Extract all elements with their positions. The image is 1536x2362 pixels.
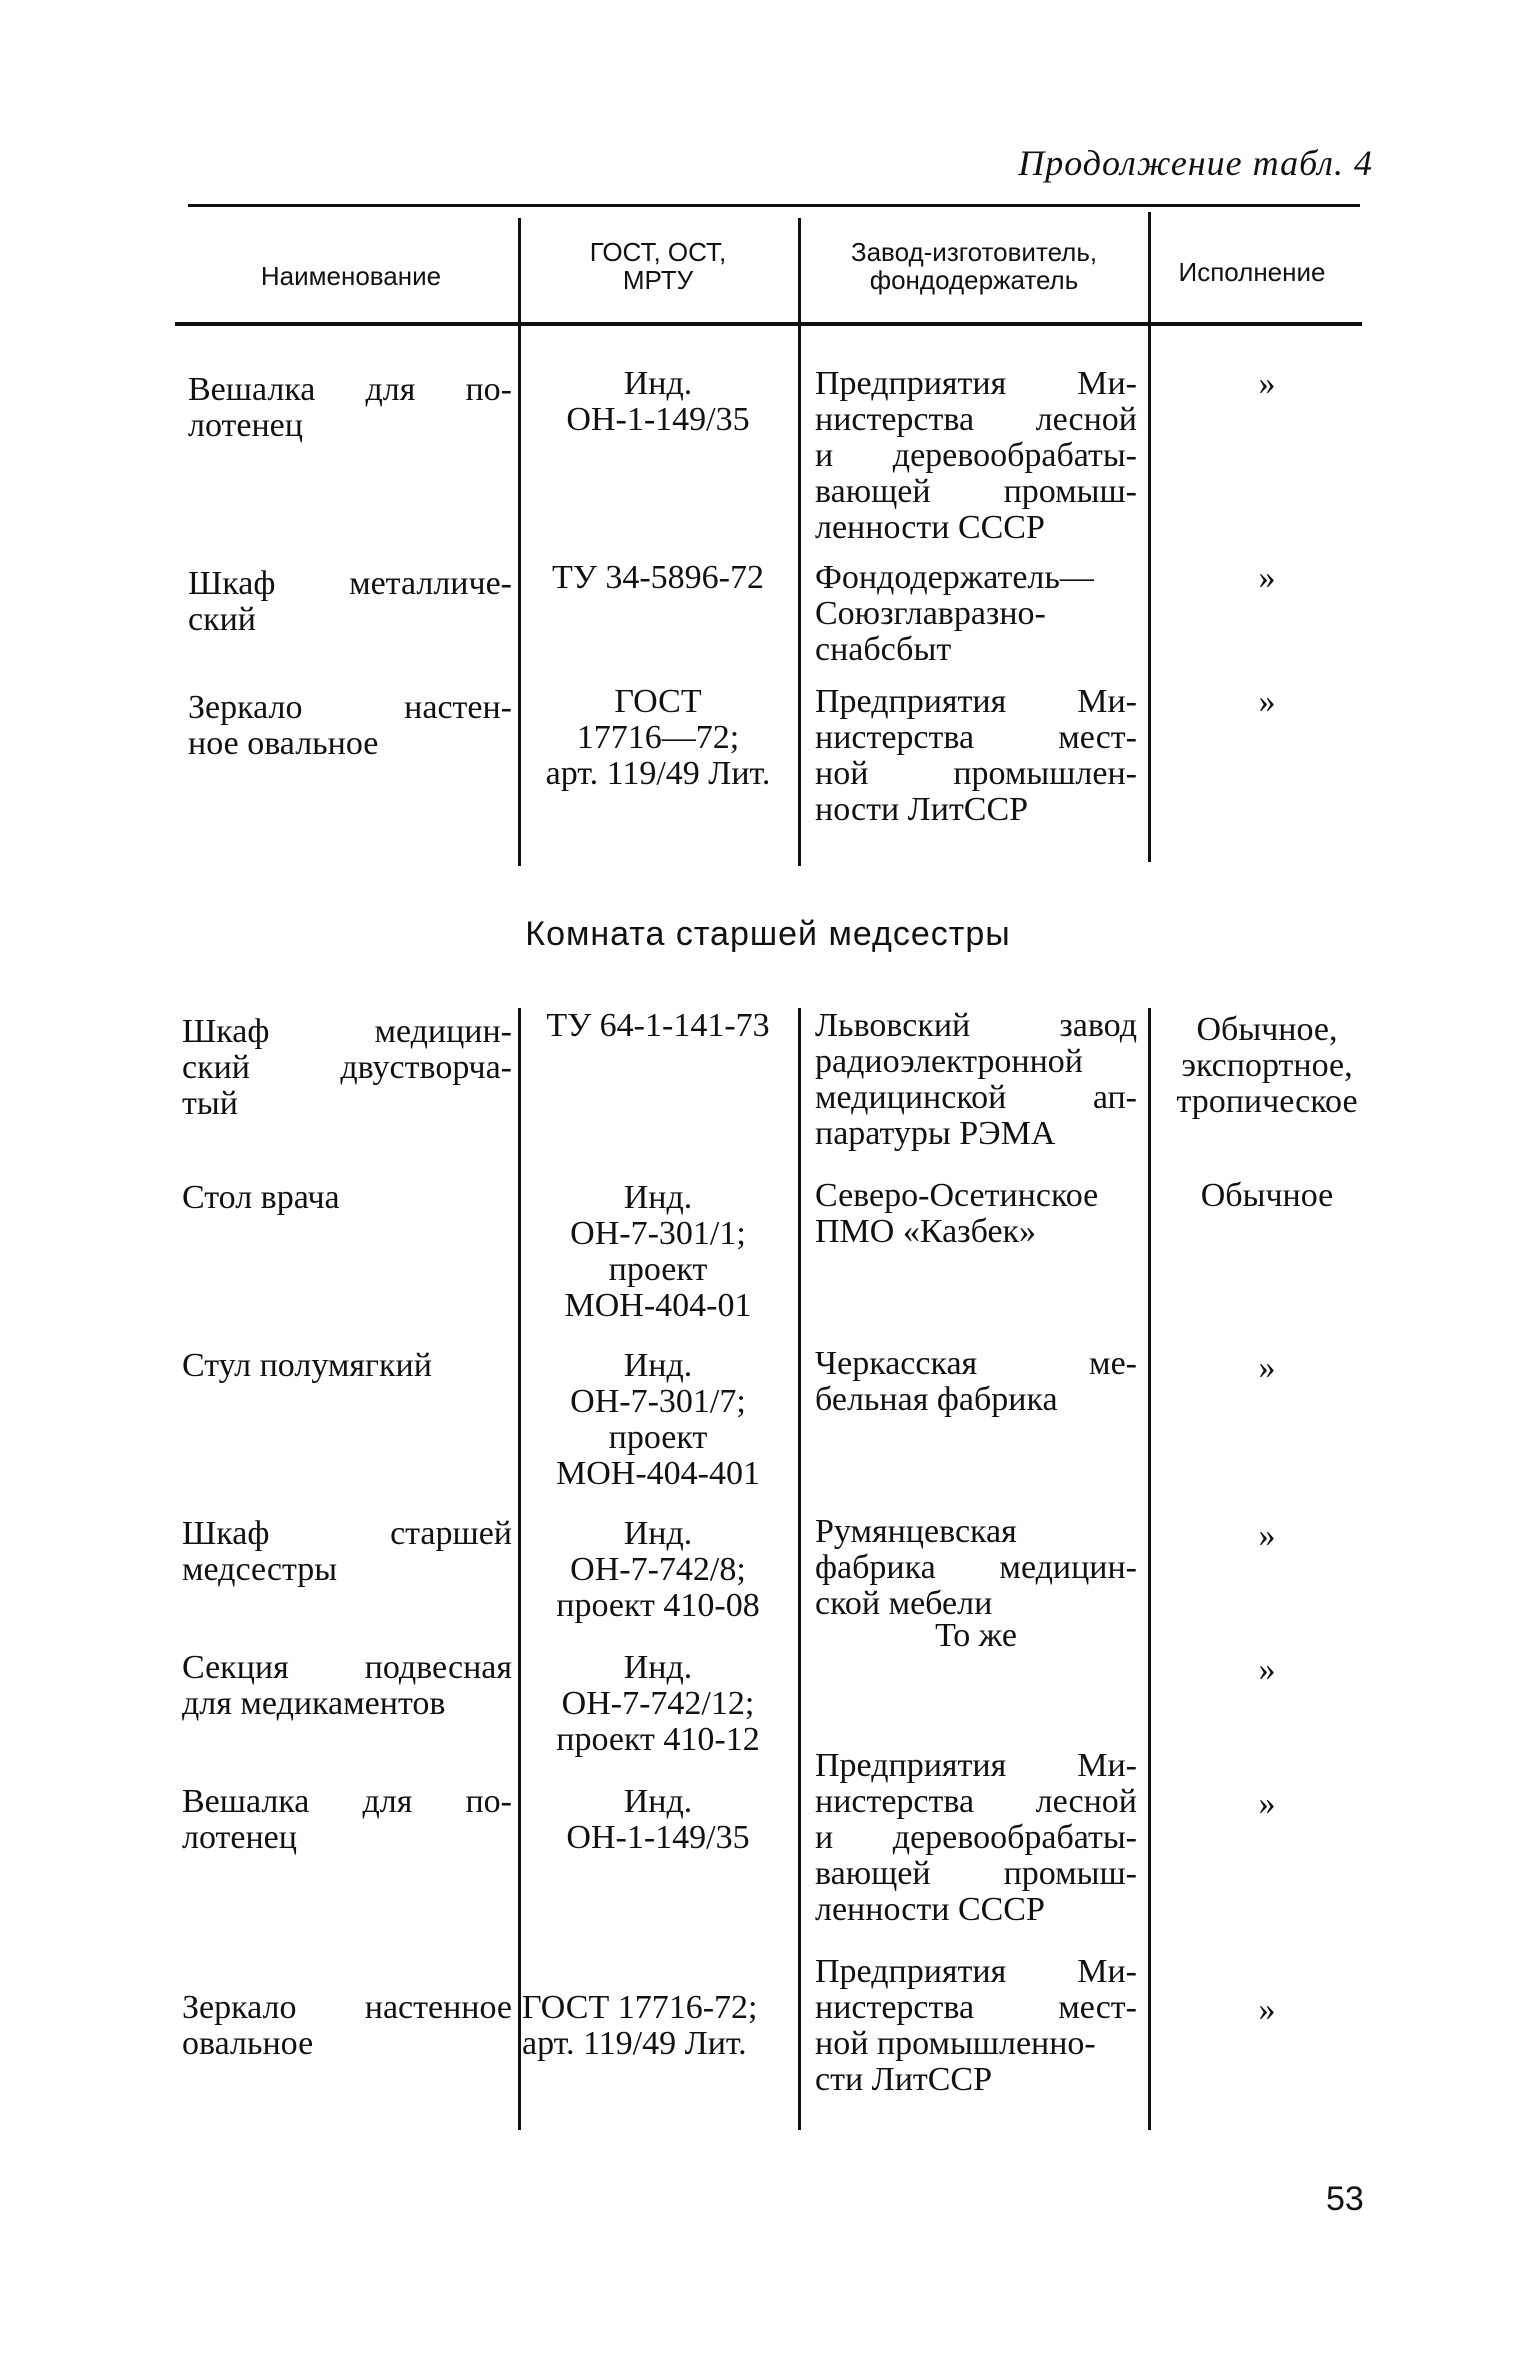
table-row-top-2-maker: Фондодержатель— Союзглавразно- снабсбыт bbox=[815, 559, 1094, 668]
table-row-bottom-7-exec: » bbox=[1258, 1991, 1276, 2028]
header-name: Наименование bbox=[260, 261, 442, 291]
table-row-bottom-4-gost: Инд. ОН-7-742/8; проект 410-08 bbox=[556, 1515, 760, 1624]
table-row-bottom-5-maker: То же bbox=[935, 1617, 1017, 1654]
table-row-bottom-6-maker: Предприятия Ми- нистерства лесной и деревообрабаты- вающей промыш- ленности СССР bbox=[815, 1747, 1137, 1928]
table-row-top-1-exec: » bbox=[1258, 365, 1276, 402]
col-rule-2-top bbox=[798, 218, 801, 866]
page-number: 53 bbox=[1326, 2180, 1364, 2218]
table-row-bottom-3-name: Стул полумягкий bbox=[182, 1347, 432, 1384]
table-row-bottom-7-maker: Предприятия Ми- нистерства мест- ной промышленно- сти ЛитССР bbox=[815, 1953, 1137, 2098]
table-row-bottom-5-gost: Инд. ОН-7-742/12; проект 410-12 bbox=[556, 1649, 760, 1758]
table-row-bottom-6-name: Вешалка для по- лотенец bbox=[182, 1783, 512, 1856]
header-bottom-rule bbox=[175, 322, 1362, 326]
table-row-bottom-4-maker: Румянцевская фабрика медицин- ской мебели bbox=[815, 1513, 1137, 1622]
table-row-top-2-name: Шкаф металличе- ский bbox=[188, 565, 512, 638]
table-row-top-3-gost: ГОСТ 17716—72; арт. 119/49 Лит. bbox=[545, 683, 771, 792]
table-row-bottom-1-name: Шкаф медицин- ский двустворча- тый bbox=[182, 1013, 512, 1122]
col-rule-2-bottom bbox=[798, 1008, 801, 2130]
table-row-top-3-name: Зеркало настен- ное овальное bbox=[188, 689, 512, 762]
table-row-bottom-7-gost: ГОСТ 17716-72; арт. 119/49 Лит. bbox=[522, 1989, 758, 2062]
table-row-top-2-gost: ТУ 34-5896-72 bbox=[552, 559, 764, 596]
table-row-top-1-gost: Инд. ОН-1-149/35 bbox=[566, 365, 750, 438]
header-exec: Исполнение bbox=[1178, 257, 1326, 287]
table-row-bottom-7-name: Зеркало настенное овальное bbox=[182, 1989, 512, 2062]
col-rule-1-bottom bbox=[518, 1008, 521, 2130]
table-row-bottom-2-maker: Северо-Осетинское ПМО «Казбек» bbox=[815, 1177, 1099, 1250]
table-row-bottom-5-name: Секция подвесная для медикаментов bbox=[182, 1649, 512, 1722]
table-row-bottom-6-exec: » bbox=[1258, 1785, 1276, 1822]
header-top-rule bbox=[188, 204, 1360, 207]
table-row-top-1-maker: Предприятия Ми- нистерства лесной и деревообрабаты- вающей промыш- ленности СССР bbox=[815, 365, 1137, 546]
table-row-bottom-4-name: Шкаф старшей медсестры bbox=[182, 1515, 512, 1588]
table-row-bottom-3-maker: Черкасская ме- бельная фабрика bbox=[815, 1345, 1137, 1418]
table-row-bottom-1-maker: Львовский завод радиоэлектронной медицинской ап- паратуры РЭМА bbox=[815, 1007, 1137, 1152]
section-title: Комната старшей медсестры bbox=[525, 915, 1011, 953]
table-row-top-3-exec: » bbox=[1258, 683, 1276, 720]
header-maker: Завод-изготовитель, фондодержатель bbox=[850, 237, 1098, 295]
table-row-bottom-2-gost: Инд. ОН-7-301/1; проект МОН-404-01 bbox=[564, 1179, 752, 1324]
table-row-top-3-maker: Предприятия Ми- нистерства мест- ной промышлен- ности ЛитССР bbox=[815, 683, 1137, 828]
table-row-bottom-1-exec: Обычное, экспортное, тропическое bbox=[1176, 1011, 1358, 1120]
table-row-bottom-6-gost: Инд. ОН-1-149/35 bbox=[566, 1783, 750, 1856]
table-row-bottom-2-name: Стол врача bbox=[182, 1179, 340, 1216]
table-caption: Продолжение табл. 4 bbox=[1018, 143, 1373, 183]
table-row-bottom-3-gost: Инд. ОН-7-301/7; проект МОН-404-401 bbox=[556, 1347, 760, 1492]
table-row-bottom-5-exec: » bbox=[1258, 1651, 1276, 1688]
table-row-bottom-2-exec: Обычное bbox=[1200, 1177, 1334, 1214]
header-gost: ГОСТ, ОСТ, МРТУ bbox=[589, 237, 727, 295]
table-row-top-1-name: Вешалка для по- лотенец bbox=[188, 371, 512, 444]
col-rule-1-top bbox=[518, 218, 521, 866]
col-rule-3-top bbox=[1148, 212, 1151, 862]
table-row-bottom-1-gost: ТУ 64-1-141-73 bbox=[546, 1007, 770, 1044]
col-rule-3-bottom bbox=[1148, 1008, 1151, 2130]
table-row-bottom-4-exec: » bbox=[1258, 1517, 1276, 1554]
table-row-top-2-exec: » bbox=[1258, 559, 1276, 596]
table-row-bottom-3-exec: » bbox=[1258, 1349, 1276, 1386]
